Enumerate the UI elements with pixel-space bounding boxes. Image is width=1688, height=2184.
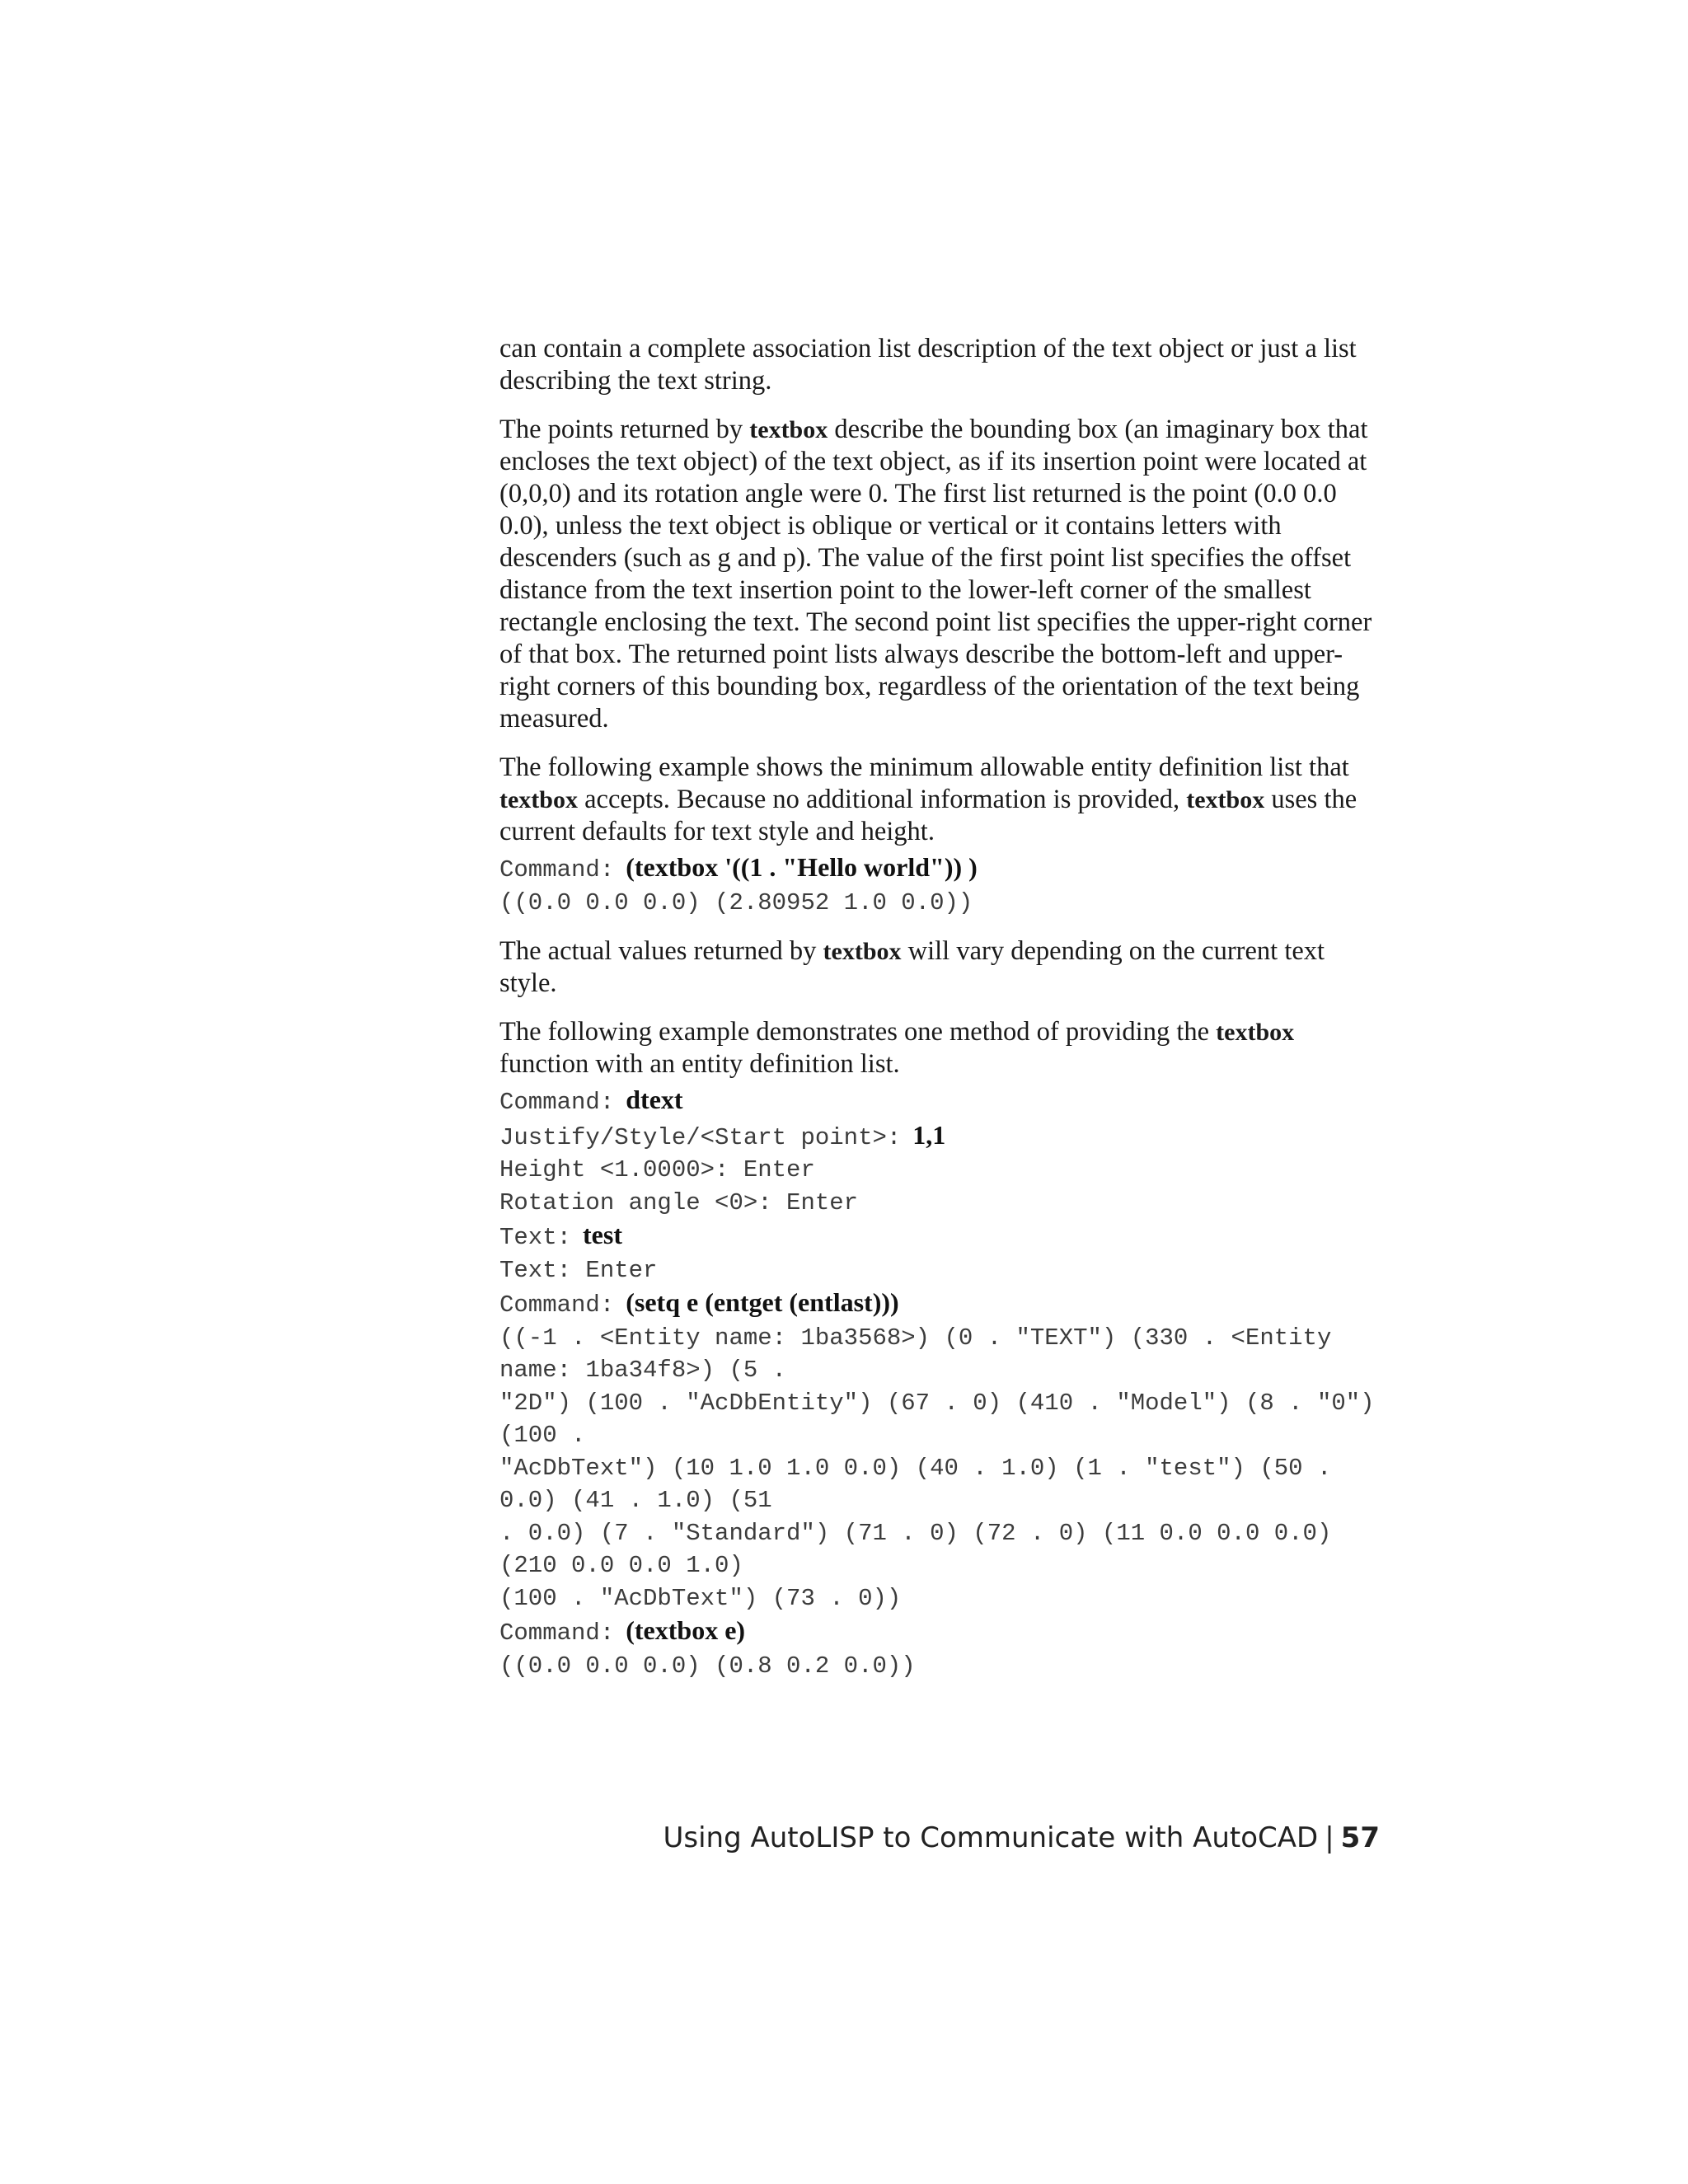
function-keyword: textbox <box>749 416 828 443</box>
paragraph-entity-definition <box>499 1016 1380 1080</box>
function-keyword: textbox <box>1186 786 1265 813</box>
code-block-dtext <box>499 1084 1380 1682</box>
command-prompt: Command: <box>499 856 615 883</box>
code-block-hello-world <box>499 851 1380 919</box>
code-line <box>499 1084 1380 1119</box>
code-output: (100 . "AcDbText") (73 . 0)) <box>499 1584 902 1612</box>
paragraph-text: will vary depending on the current text style. <box>499 936 1325 998</box>
paragraph-text: can contain a complete association list description of the text object or just a list describing the text string. <box>499 334 1357 396</box>
paragraph-text: describe the bounding box (an imaginary box that encloses the text object) of the text object, as if its insertion point were located at (0,0,0) and its rotation angle were 0. The first list returned is the point (0.0 0.0 0.0), unless the text object is oblique or vertical or it contains letters with descenders (such as g and p). The value of the first point list specifies the offset distance from the text insertion point to the lower-left corner of the smallest rectangle enclosing the text. The second point list specifies the upper-right corner of that box. The returned point lists always describe the bottom-left and upper-right corners of this bounding box, regardless of the orientation of the text being measured. <box>499 415 1372 733</box>
user-input: (setq e (entget (entlast))) <box>626 1287 899 1317</box>
page-number: 57 <box>1340 1821 1380 1854</box>
user-input: 1,1 <box>912 1119 946 1150</box>
user-input: (textbox '((1 . "Hello world")) ) <box>626 852 978 882</box>
code-line <box>499 1615 1380 1650</box>
function-keyword: textbox <box>823 938 902 965</box>
code-line <box>499 851 1380 887</box>
paragraph-minimum-example <box>499 752 1380 848</box>
paragraph-text: The following example demonstrates one method of providing the <box>499 1017 1217 1047</box>
page-body <box>499 333 1380 1699</box>
code-line: Text: Enter <box>499 1256 658 1284</box>
command-prompt: Justify/Style/<Start point>: <box>499 1123 902 1151</box>
code-output: 0.0) (41 . 1.0) (51 <box>499 1487 772 1514</box>
command-prompt: Command: <box>499 1291 615 1319</box>
code-line <box>499 1119 1380 1155</box>
code-output: . 0.0) (7 . "Standard") (71 . 0) (72 . 0) (11 0.0 0.0 0.0) <box>499 1519 1332 1547</box>
code-line: Height <1.0000>: Enter <box>499 1156 815 1183</box>
code-line <box>499 1286 1380 1322</box>
user-input: (textbox e) <box>626 1615 746 1645</box>
code-output: (210 0.0 0.0 1.0) <box>499 1552 743 1579</box>
paragraph-intro <box>499 333 1380 397</box>
paragraph-text: The actual values returned by <box>499 936 823 966</box>
paragraph-text: The following example shows the minimum allowable entity definition list that <box>499 752 1349 782</box>
user-input: dtext <box>626 1085 683 1114</box>
paragraph-text: uses the current defaults for text style and height. <box>499 785 1357 846</box>
code-line: Rotation angle <0>: Enter <box>499 1188 859 1216</box>
command-prompt: Text: <box>499 1224 572 1251</box>
code-output: ((-1 . <Entity name: 1ba3568>) (0 . "TEXT") (330 . <Entity <box>499 1324 1332 1352</box>
user-input: test <box>583 1220 622 1249</box>
command-prompt: Command: <box>499 1089 615 1116</box>
code-output: (100 . <box>499 1422 586 1449</box>
paragraph-text: accepts. Because no additional information is provided, <box>577 785 1187 814</box>
code-output: name: 1ba34f8>) (5 . <box>499 1357 787 1384</box>
footer-separator: | <box>1325 1821 1334 1854</box>
code-output: "AcDbText") (10 1.0 1.0 0.0) (40 . 1.0) (1 . "test") (50 . <box>499 1454 1332 1482</box>
paragraph-text: function with an entity definition list. <box>499 1049 900 1079</box>
running-footer-title: Using AutoLISP to Communicate with AutoCAD <box>663 1821 1319 1854</box>
code-output: ((0.0 0.0 0.0) (2.80952 1.0 0.0)) <box>499 888 973 916</box>
code-output: "2D") (100 . "AcDbEntity") (67 . 0) (410 . "Model") (8 . "0") <box>499 1389 1375 1417</box>
code-line <box>499 1219 1380 1254</box>
function-keyword: textbox <box>1216 1019 1295 1046</box>
paragraph-bounding-box <box>499 414 1380 735</box>
function-keyword: textbox <box>499 786 578 813</box>
code-output: ((0.0 0.0 0.0) (0.8 0.2 0.0)) <box>499 1652 916 1680</box>
page-footer <box>663 1821 1381 1854</box>
paragraph-text: The points returned by <box>499 415 750 444</box>
command-prompt: Command: <box>499 1619 615 1647</box>
paragraph-actual-values <box>499 935 1380 1000</box>
